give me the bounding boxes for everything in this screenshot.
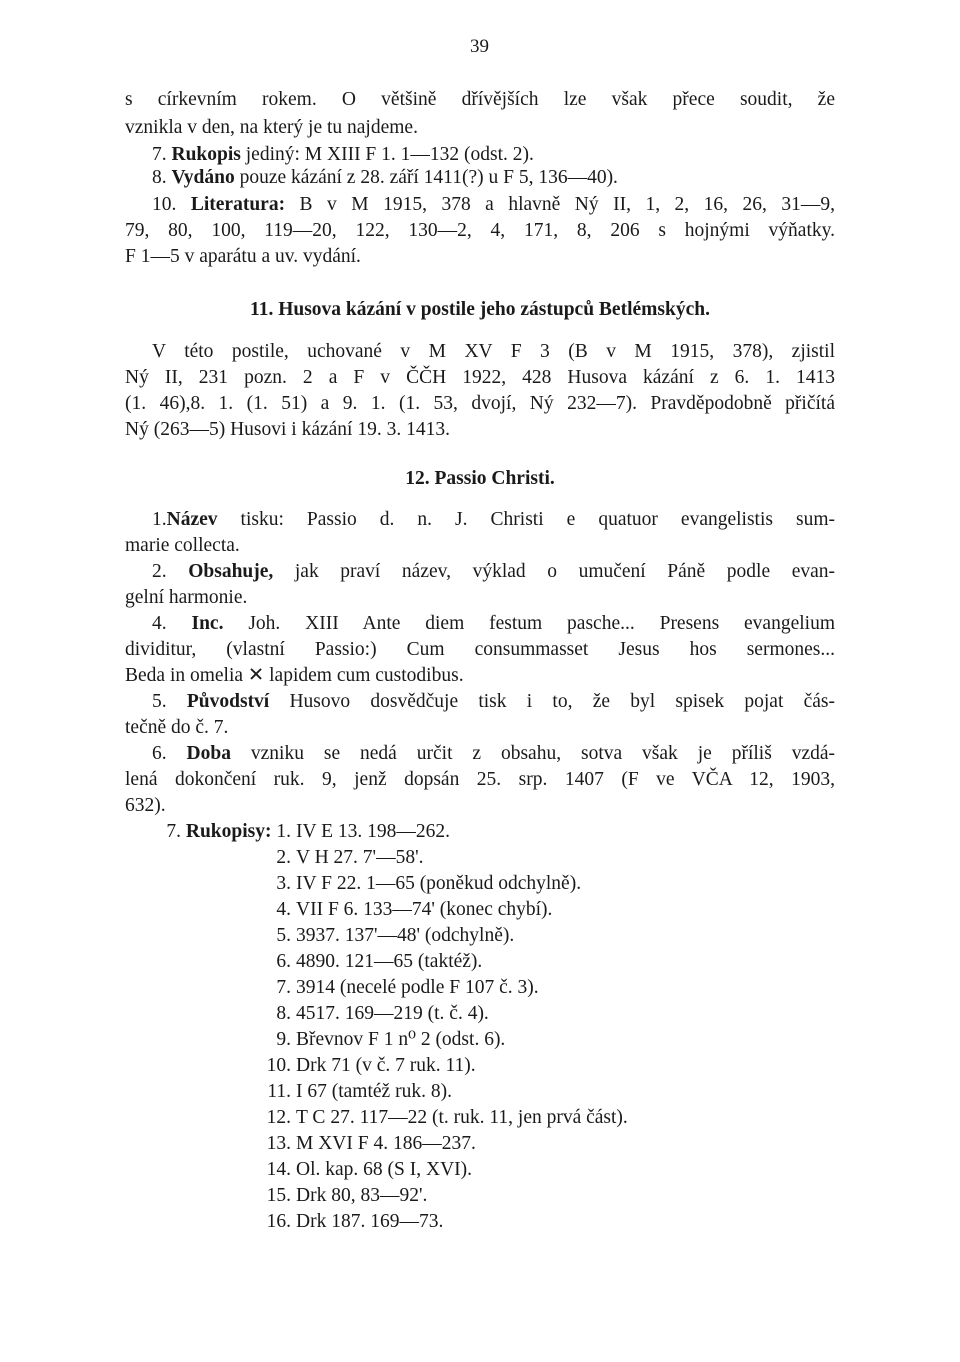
item-5-puvodstvi: 5. Původství Husovo dosvědčuje tisk i to, že byl spisek pojat čás- bbox=[152, 691, 836, 712]
manuscript-text: Drk 80, 83—92'. bbox=[296, 1185, 428, 1206]
manuscript-text: Ol. kap. 68 (S I, XVI). bbox=[296, 1159, 473, 1180]
manuscript-number: 7. bbox=[276, 977, 291, 998]
item-6-line-2: lená dokončení ruk. 9, jenž dopsán 25. srp. 1407 (F ve VČA 12, 1903, bbox=[125, 769, 835, 790]
item-4-line-2: dividitur, (vlastní Passio:) Cum consummasset Jesus hos sermones... bbox=[125, 639, 835, 660]
manuscript-number: 8. bbox=[276, 1003, 291, 1024]
item-5-line-2: tečně do č. 7. bbox=[125, 717, 229, 738]
manuscript-text: IV E 13. 198—262. bbox=[296, 821, 451, 842]
item-7-rukopisy-label: 7. Rukopisy: 1. bbox=[166, 821, 291, 842]
manuscript-number: 16. bbox=[266, 1211, 291, 1232]
manuscript-text: 3937. 137'—48' (odchylně). bbox=[296, 925, 515, 946]
manuscript-number: 14. bbox=[266, 1159, 291, 1180]
section-11-line-1: V této postile, uchované v M XV F 3 (B v M 1915, 378), zjistil bbox=[152, 341, 835, 362]
manuscript-text: M XVI F 4. 186—237. bbox=[296, 1133, 476, 1154]
literatura-line-2: 79, 80, 100, 119—20, 122, 130—2, 4, 171, 8, 206 s hojnými výňatky. bbox=[125, 220, 835, 241]
manuscript-text: 4517. 169—219 (t. č. 4). bbox=[296, 1003, 489, 1024]
section-11-heading: 11. Husova kázání v postile jeho zástupců Betlémských. bbox=[250, 299, 710, 320]
item-6-doba: 6. Doba vzniku se nedá určit z obsahu, sotva však je příliš vzdá- bbox=[152, 743, 835, 764]
intro-line-2: vznikla v den, na který je tu najdeme. bbox=[125, 117, 418, 138]
item-4-incipit: 4. Inc. Joh. XIII Ante diem festum pasche... Presens evangelium bbox=[152, 613, 835, 634]
section-11-line-4: Ný (263—5) Husovi i kázání 19. 3. 1413. bbox=[125, 419, 450, 440]
item-1-line-2: marie collecta. bbox=[125, 535, 240, 556]
section-12-heading: 12. Passio Christi. bbox=[405, 468, 555, 489]
manuscript-number: 10. bbox=[266, 1055, 291, 1076]
manuscript-number: 9. bbox=[276, 1029, 291, 1050]
manuscript-number: 2. bbox=[276, 847, 291, 868]
item-4-line-3: Beda in omelia ✕ lapidem cum custodibus. bbox=[125, 665, 464, 686]
manuscript-text: VII F 6. 133—74' (konec chybí). bbox=[296, 899, 553, 920]
page-number: 39 bbox=[470, 36, 489, 57]
item-6-line-3: 632). bbox=[125, 795, 166, 816]
manuscript-number: 5. bbox=[276, 925, 291, 946]
item-2-obsahuje: 2. Obsahuje, jak praví název, výklad o umučení Páně podle evan- bbox=[152, 561, 836, 582]
manuscript-number: 3. bbox=[276, 873, 291, 894]
item-1-nazev: 1.Název tisku: Passio d. n. J. Christi e quatuor evangelistis sum- bbox=[152, 509, 835, 530]
manuscript-text: Břevnov F 1 n⁰ 2 (odst. 6). bbox=[296, 1029, 506, 1050]
item-2-line-2: gelní harmonie. bbox=[125, 587, 248, 608]
manuscript-text: 3914 (necelé podle F 107 č. 3). bbox=[296, 977, 539, 998]
manuscript-number: 15. bbox=[266, 1185, 291, 1206]
section-11-line-2: Ný II, 231 pozn. 2 a F v ČČH 1922, 428 Husova kázání z 6. 1. 1413 bbox=[125, 367, 835, 388]
manuscript-text: Drk 187. 169—73. bbox=[296, 1211, 444, 1232]
manuscript-text: Drk 71 (v č. 7 ruk. 11). bbox=[296, 1055, 476, 1076]
manuscript-text: I 67 (tamtéž ruk. 8). bbox=[296, 1081, 452, 1102]
manuscript-text: IV F 22. 1—65 (poněkud odchylně). bbox=[296, 873, 582, 894]
manuscript-text: V H 27. 7'—58'. bbox=[296, 847, 424, 868]
manuscript-number: 11. bbox=[267, 1081, 291, 1102]
manuscript-number: 12. bbox=[266, 1107, 291, 1128]
item-7-rukopis: 7. Rukopis jediný: M XIII F 1. 1—132 (odst. 2). bbox=[152, 144, 534, 165]
intro-line-1: s církevním rokem. O většině dřívějších lze však přece soudit, že bbox=[125, 89, 835, 110]
manuscript-text: 4890. 121—65 (taktéž). bbox=[296, 951, 483, 972]
manuscript-number: 4. bbox=[276, 899, 291, 920]
manuscript-number: 6. bbox=[276, 951, 291, 972]
item-10-literatura: 10. Literatura: B v M 1915, 378 a hlavně Ný II, 1, 2, 16, 26, 31—9, bbox=[152, 194, 835, 215]
manuscript-number: 13. bbox=[266, 1133, 291, 1154]
manuscript-text: T C 27. 117—22 (t. ruk. 11, jen prvá část). bbox=[296, 1107, 628, 1128]
literatura-line-3: F 1—5 v aparátu a uv. vydání. bbox=[125, 246, 361, 267]
section-11-line-3: (1. 46),8. 1. (1. 51) a 9. 1. (1. 53, dvojí, Ný 232—7). Pravděpodobně přičítá bbox=[125, 393, 835, 414]
item-8-vydano: 8. Vydáno pouze kázání z 28. září 1411(?) u F 5, 136—40). bbox=[152, 167, 618, 188]
